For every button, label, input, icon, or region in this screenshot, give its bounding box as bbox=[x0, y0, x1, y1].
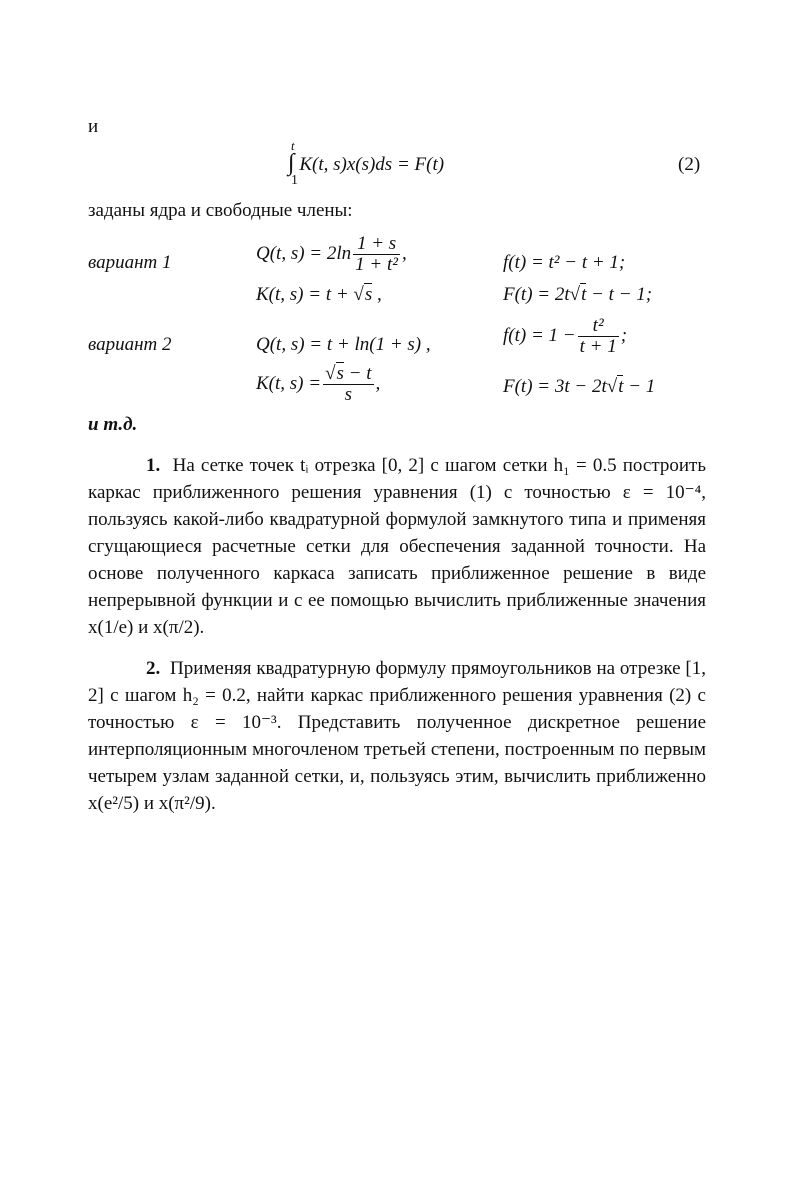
K-denominator: s bbox=[344, 384, 352, 405]
F-tail: − 1 bbox=[623, 376, 656, 397]
Q-tail: , bbox=[401, 242, 407, 264]
task-1 bbox=[88, 452, 706, 641]
Q-fraction bbox=[353, 234, 400, 275]
Q-denominator: 1 + t² bbox=[355, 254, 398, 275]
tasks bbox=[88, 452, 706, 831]
Q-numerator: 1 + s bbox=[353, 234, 400, 255]
K-num-tail: − t bbox=[343, 363, 372, 384]
F-lhs: F(t) = 2t bbox=[503, 284, 570, 305]
F-lhs: F(t) = 3t − 2t bbox=[503, 376, 607, 397]
K-fraction bbox=[323, 364, 373, 405]
K-tail: , bbox=[375, 372, 381, 394]
K-sqrt-arg: s bbox=[364, 284, 373, 305]
variant-1-K: K(t, s) = t + √s , bbox=[256, 284, 382, 305]
lower-limit: 1 bbox=[291, 173, 298, 188]
integral-sign: ∫ t 1 bbox=[288, 138, 298, 188]
task-1-text: На сетке точек tᵢ отрезка [0, 2] с шагом сетки h₁ = 0.5 построить каркас приближенного решения уравнения (1) с точностью ε = 10⁻⁴, пользуясь какой-либо квадратурной формулой замкнутого типа и применяя сгущающиеся расчетные сетки для обеспечения заданной точности. На основе полученного каркаса записать приближенное решение в виде непрерывной функции и с ее помощью вычислить приближенные значения x(1/e) и x(π/2). bbox=[88, 455, 707, 638]
task-2-text: Применяя квадратурную формулу прямоугольников на отрезке [1, 2] с шагом h₂ = 0.2, найти каркас приближенного решения уравнения (2) с точностью ε = 10⁻³. Представить полученное дискретное решение интерполяционным многочленом третьей степени, построенным по первым четырем узлам заданной сетки, и, пользуясь этим, вычислить приближенно x(e²/5) и x(π²/9). bbox=[88, 658, 707, 814]
f-tail: ; bbox=[620, 324, 628, 346]
upper-limit: t bbox=[291, 138, 295, 153]
variant-1-f: f(t) = t² − t + 1; bbox=[503, 252, 626, 273]
etc-label: и т.д. bbox=[88, 414, 138, 435]
task-2-number: 2. bbox=[146, 658, 161, 679]
K-lhs: K(t, s) = t + bbox=[256, 284, 354, 305]
K-tail: , bbox=[372, 284, 382, 305]
variant-1-F: F(t) = 2t√t − t − 1; bbox=[503, 284, 653, 305]
variant-2-K bbox=[256, 364, 380, 405]
Q-lhs: Q(t, s) = 2ln bbox=[256, 242, 352, 264]
F-sqrt-arg: t bbox=[581, 284, 587, 305]
f-numerator: t² bbox=[578, 316, 619, 337]
variant-2-Q: Q(t, s) = t + ln(1 + s) , bbox=[256, 334, 431, 355]
F-sqrt-arg: t bbox=[618, 376, 624, 397]
equation-number: (2) bbox=[678, 154, 701, 175]
kernels-heading: заданы ядра и свободные члены: bbox=[88, 200, 353, 221]
f-fraction bbox=[578, 316, 619, 357]
K-numerator: √s − t bbox=[325, 363, 372, 384]
variant-2-label: вариант 2 bbox=[88, 334, 172, 355]
F-tail: − t − 1; bbox=[586, 284, 653, 305]
K-lhs: K(t, s) = bbox=[256, 372, 322, 394]
f-denominator: t + 1 bbox=[579, 336, 617, 357]
variant-2-f bbox=[503, 316, 627, 357]
equation-2 bbox=[288, 138, 445, 188]
K-sqrt-arg: s bbox=[336, 363, 344, 384]
task-2 bbox=[88, 655, 706, 817]
f-lhs: f(t) = 1 − bbox=[503, 324, 576, 346]
intro-word: и bbox=[88, 116, 99, 137]
variant-1-Q bbox=[256, 234, 407, 275]
variant-1-label: вариант 1 bbox=[88, 252, 172, 273]
equation-2-body: K(t, s)x(s)ds = F(t) bbox=[299, 154, 445, 175]
variant-2-F: F(t) = 3t − 2t√t − 1 bbox=[503, 376, 656, 397]
task-1-number: 1. bbox=[146, 455, 161, 476]
